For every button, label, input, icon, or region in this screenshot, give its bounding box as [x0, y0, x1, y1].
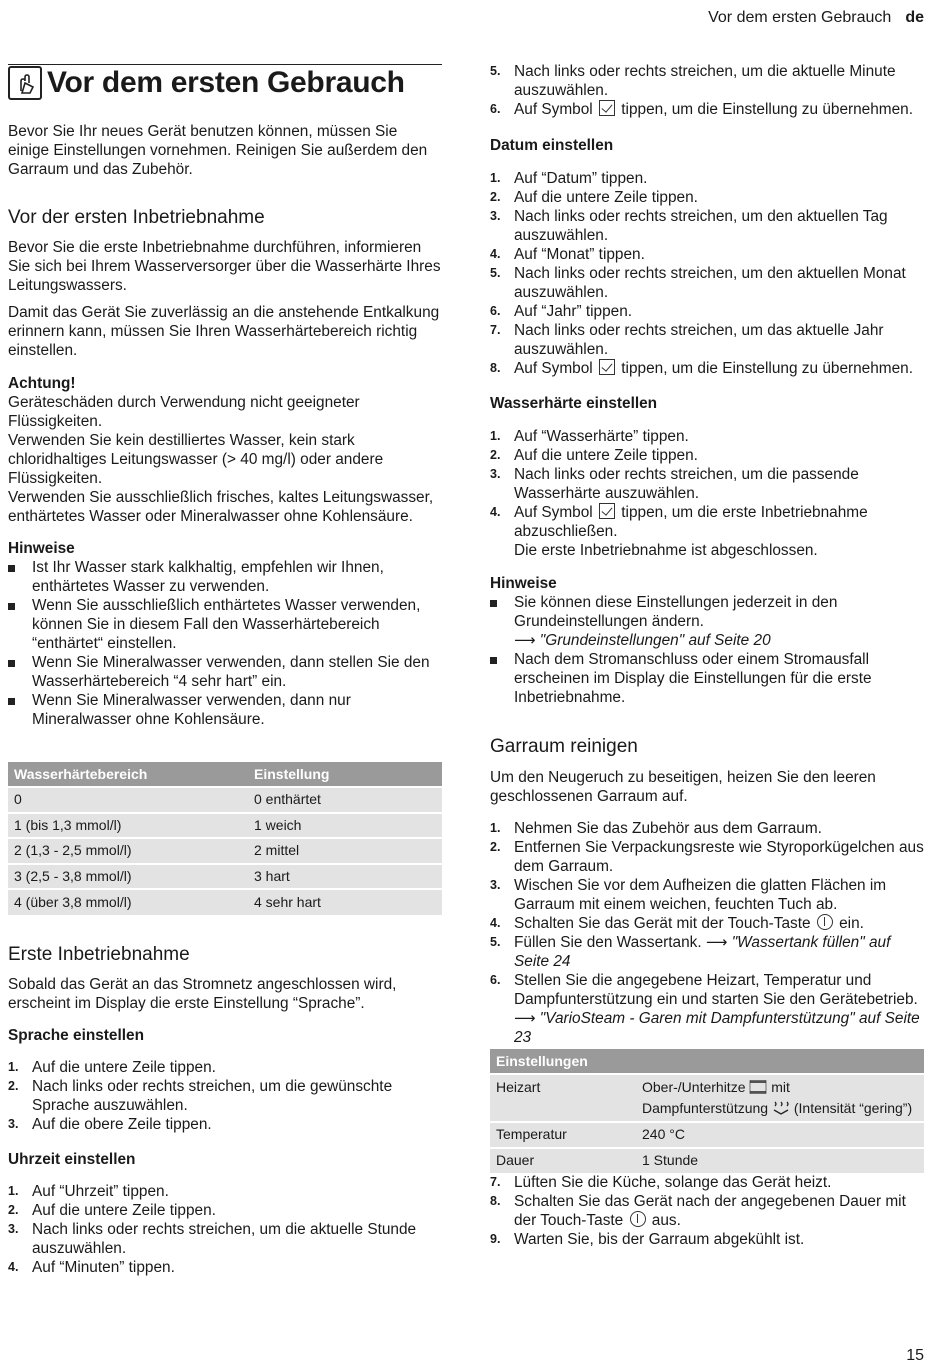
- date-steps: [490, 169, 926, 378]
- right-column: [490, 62, 926, 1249]
- running-header: [708, 8, 924, 27]
- title-rule: [8, 64, 442, 65]
- water-hardness-table: [8, 762, 442, 915]
- list-item: 1. Auf “Uhrzeit” tippen.: [8, 1183, 169, 1200]
- section-heading: Vor der ersten Inbetriebnahme: [8, 207, 265, 228]
- subsection-title: Uhrzeit einstellen: [8, 1151, 136, 1168]
- list-item: 3. Wischen Sie vor dem Aufheizen die glatten Flächen im Garraum mit einem weichen, feuchten Tuch ab.: [490, 877, 887, 913]
- notes-list: [490, 593, 926, 707]
- list-item: 3. Nach links oder rechts streichen, um den aktuellen Tag auszuwählen.: [490, 208, 888, 244]
- cross-reference-link[interactable]: "Grundeinstellungen" auf Seite 20: [539, 632, 771, 649]
- list-item: 9. Warten Sie, bis der Garraum abgekühlt ist.: [490, 1231, 805, 1248]
- table-row: Heizart Ober-/Unterhitze mit Dampfunterstützung (Intensität “gering”): [490, 1074, 924, 1122]
- warning-text: Geräteschäden durch Verwendung nicht geeigneter Flüssigkeiten.: [8, 394, 360, 430]
- list-item: 1. Auf die untere Zeile tippen.: [8, 1059, 216, 1076]
- warning-text: Verwenden Sie ausschließlich frisches, kaltes Leitungswasser, enthärtetes Wasser oder Mineralwasser ohne Kohlensäure.: [8, 489, 434, 525]
- list-item: 3. Auf die obere Zeile tippen.: [8, 1116, 212, 1133]
- power-icon: [630, 1211, 646, 1227]
- subsection-title: Sprache einstellen: [8, 1027, 145, 1044]
- paragraph: Damit das Gerät Sie zuverlässig an die anstehende Entkalkung erinnern kann, müssen Sie Ihren Wasserhärtebereich richtig einstellen.: [8, 304, 440, 359]
- list-item: 1. Auf “Wasserhärte” tippen.: [490, 428, 689, 445]
- list-item: Wenn Sie Mineralwasser verwenden, dann stellen Sie den Wasserhärtebereich “4 sehr hart” ein.: [8, 653, 444, 691]
- time-steps-continued: [490, 62, 926, 119]
- time-steps: [8, 1182, 440, 1277]
- table-header: Einstellung: [248, 762, 442, 787]
- list-item: Wenn Sie Mineralwasser verwenden, dann nur Mineralwasser ohne Kohlensäure.: [8, 691, 444, 729]
- list-item: 5. Nach links oder rechts streichen, um den aktuellen Monat auszuwählen.: [490, 265, 906, 301]
- list-item: 5. Füllen Sie den Wassertank. ⟶ "Wassertank füllen" auf Seite 24: [490, 934, 891, 970]
- section-first-commissioning-prep: [8, 206, 444, 729]
- page-title-row: [8, 66, 405, 100]
- list-item: 2. Auf die untere Zeile tippen.: [490, 189, 698, 206]
- cleaning-steps: [490, 819, 926, 1047]
- section-first-commissioning: [8, 943, 440, 1277]
- table-header: Einstellungen: [490, 1049, 924, 1074]
- list-item: 7. Nach links oder rechts streichen, um das aktuelle Jahr auszuwählen.: [490, 322, 884, 358]
- list-item: 6. Stellen Sie die angegebene Heizart, Temperatur und Dampfunterstützung ein und starten Sie den Gerätebetrieb. ⟶ "VarioSteam - Garen mit Dampfunterstützung" auf Seite 23: [490, 972, 920, 1046]
- cleaning-steps-continued: [490, 1173, 926, 1249]
- notes-title: Hinweise: [8, 540, 75, 557]
- paragraph: Sobald das Gerät an das Stromnetz angeschlossen wird, erscheint im Display die erste Einstellung “Sprache”.: [8, 976, 397, 1012]
- list-item: 4. Auf Symbol tippen, um die erste Inbetriebnahme abzuschließen. Die erste Inbetriebnahme ist abgeschlossen.: [490, 504, 868, 559]
- list-item: Ist Ihr Wasser stark kalkhaltig, empfehlen wir Ihnen, enthärtetes Wasser zu verwenden.: [8, 558, 444, 596]
- list-item: 4. Auf “Minuten” tippen.: [8, 1259, 175, 1276]
- settings-table: [490, 1049, 924, 1173]
- steam-icon: [772, 1100, 790, 1116]
- subsection-title: Wasserhärte einstellen: [490, 395, 658, 412]
- page-title: Vor dem ersten Gebrauch: [47, 66, 405, 99]
- arrow-icon: ⟶: [514, 1010, 536, 1027]
- section-heading: Erste Inbetriebnahme: [8, 944, 190, 965]
- power-icon: [817, 914, 833, 930]
- list-item: 7. Lüften Sie die Küche, solange das Gerät heizt.: [490, 1174, 832, 1191]
- list-item: 2. Auf die untere Zeile tippen.: [490, 447, 698, 464]
- water-hardness-steps: [490, 427, 926, 560]
- list-item: 8. Auf Symbol tippen, um die Einstellung zu übernehmen.: [490, 360, 914, 377]
- list-item: Nach dem Stromanschluss oder einem Stromausfall erscheinen im Display die Einstellungen für die erste Inbetriebnahme.: [490, 650, 926, 707]
- table-header: Wasserhärtebereich: [8, 762, 248, 787]
- top-bottom-heat-icon: [749, 1080, 767, 1094]
- table-row: 2 (1,3 - 2,5 mmol/l) 2 mittel: [8, 838, 442, 864]
- table-row: 0 0 enthärtet: [8, 787, 442, 813]
- checkmark-icon: [599, 503, 615, 519]
- arrow-icon: ⟶: [514, 632, 536, 649]
- table-row: 1 (bis 1,3 mmol/l) 1 weich: [8, 813, 442, 839]
- table-row: Dauer 1 Stunde: [490, 1148, 924, 1174]
- header-language: de: [905, 9, 924, 26]
- list-item: 3. Nach links oder rechts streichen, um die passende Wasserhärte auszuwählen.: [490, 466, 859, 502]
- list-item: 2. Auf die untere Zeile tippen.: [8, 1202, 216, 1219]
- subsection-title: Datum einstellen: [490, 137, 614, 154]
- page-number: 15: [906, 1347, 924, 1364]
- paragraph: Bevor Sie die erste Inbetriebnahme durchführen, informieren Sie sich bei Ihrem Wasserversorger über die Wasserhärte Ihres Leitungswassers.: [8, 239, 441, 294]
- list-item: 3. Nach links oder rechts streichen, um die aktuelle Stunde auszuwählen.: [8, 1221, 417, 1257]
- section-heading: Garraum reinigen: [490, 736, 638, 757]
- list-item: 6. Auf Symbol tippen, um die Einstellung zu übernehmen.: [490, 101, 914, 118]
- list-item: 2. Entfernen Sie Verpackungsreste wie Styroporkügelchen aus dem Garraum.: [490, 839, 924, 875]
- notes-title: Hinweise: [490, 575, 557, 592]
- list-item: Wenn Sie ausschließlich enthärtetes Wasser verwenden, können Sie in diesem Fall den Wasserhärtebereich “enthärtet“ einstellen.: [8, 596, 444, 653]
- list-item: 4. Schalten Sie das Gerät mit der Touch-Taste ein.: [490, 915, 864, 932]
- list-item: 5. Nach links oder rechts streichen, um die aktuelle Minute auszuwählen.: [490, 63, 896, 99]
- checkmark-icon: [599, 359, 615, 375]
- cross-reference-link[interactable]: "VarioSteam - Garen mit Dampfunterstützung" auf Seite 23: [514, 1010, 920, 1046]
- warning-title: Achtung!: [8, 375, 76, 392]
- intro-paragraph: Bevor Sie Ihr neues Gerät benutzen können, müssen Sie einige Einstellungen vornehmen. Reinigen Sie außerdem den Garraum und das Zubehör.: [8, 123, 428, 178]
- table-row: 4 (über 3,8 mmol/l) 4 sehr hart: [8, 889, 442, 915]
- list-item: 1. Auf “Datum” tippen.: [490, 170, 648, 187]
- header-section-title: Vor dem ersten Gebrauch: [708, 9, 892, 26]
- table-row: Temperatur 240 °C: [490, 1122, 924, 1148]
- list-item: 6. Auf “Jahr” tippen.: [490, 303, 633, 320]
- notes-list: [8, 558, 444, 729]
- list-item: Sie können diese Einstellungen jederzeit in den Grundeinstellungen ändern. ⟶ "Grundeinstellungen" auf Seite 20: [490, 593, 926, 650]
- list-item: 2. Nach links oder rechts streichen, um die gewünschte Sprache auszuwählen.: [8, 1078, 393, 1114]
- list-item: 4. Auf “Monat” tippen.: [490, 246, 645, 263]
- language-steps: [8, 1058, 440, 1134]
- warning-text: Verwenden Sie kein destilliertes Wasser, kein stark chloridhaltiges Leitungswasser (> 40 mg/l) oder andere Flüssigkeiten.: [8, 432, 384, 487]
- hand-touch-icon: [8, 66, 42, 100]
- list-item: 1. Nehmen Sie das Zubehör aus dem Garraum.: [490, 820, 822, 837]
- table-row: 3 (2,5 - 3,8 mmol/l) 3 hart: [8, 864, 442, 890]
- arrow-icon: ⟶: [705, 934, 728, 951]
- paragraph: Um den Neugeruch zu beseitigen, heizen Sie den leeren geschlossenen Garraum auf.: [490, 769, 876, 805]
- list-item: 8. Schalten Sie das Gerät nach der angegebenen Dauer mit der Touch-Taste aus.: [490, 1193, 906, 1229]
- cross-reference-link[interactable]: "Wassertank füllen" auf Seite 24: [514, 934, 891, 970]
- checkmark-icon: [599, 100, 615, 116]
